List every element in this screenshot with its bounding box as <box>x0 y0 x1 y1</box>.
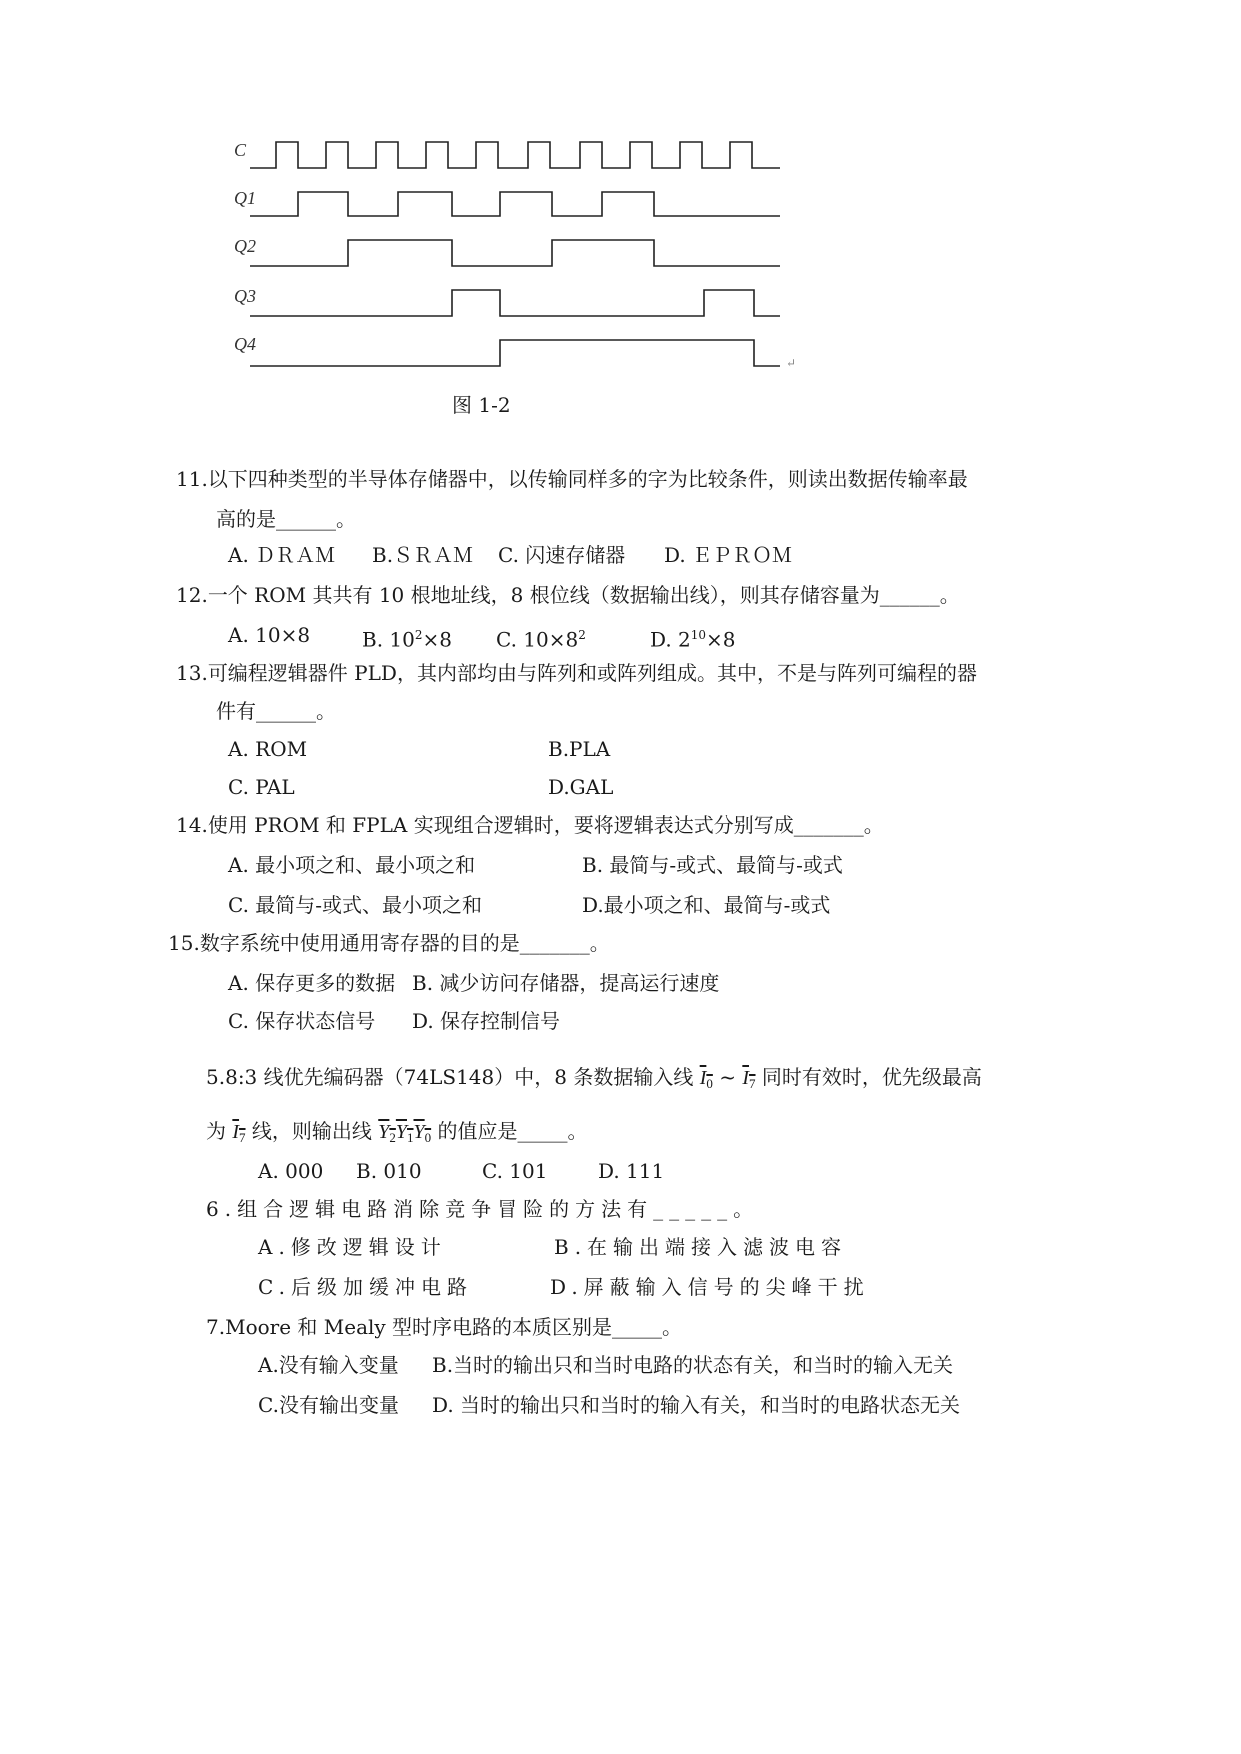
question-11-stem <box>176 466 968 492</box>
q6-option-a: A.修改逻辑设计 <box>258 1235 447 1259</box>
q15-option-a: A. 保存更多的数据 <box>228 971 396 995</box>
math-y2y1y0: $Y_2Y_1Y_0$ <box>378 1121 432 1145</box>
question-number: 5. <box>206 1065 226 1089</box>
question-text: 一个 ROM 其共有 10 根地址线，8 根位线（数据输出线），则其存储容量为______。 <box>207 583 960 607</box>
q6-option-d: D.屏蔽输入信号的尖峰干扰 <box>550 1275 870 1299</box>
q5-option-b: B. 010 <box>356 1159 422 1183</box>
timing-diagram <box>234 140 800 380</box>
q5-option-d: D. 111 <box>598 1159 665 1183</box>
q14-option-a: A. 最小项之和、最小项之和 <box>228 853 476 877</box>
waveform-q3 <box>250 290 780 316</box>
q7-option-c: C.没有输出变量 <box>258 1393 399 1417</box>
q7-option-a: A.没有输入变量 <box>258 1353 399 1377</box>
q12-option-c <box>496 622 586 653</box>
q15-option-b: B. 减少访问存储器，提高运行速度 <box>412 971 720 995</box>
question-5-stem <box>206 1064 982 1097</box>
q11-option-a: A. ＤＲＡＭ <box>228 543 336 567</box>
q7-option-b: B.当时的输出只和当时电路的状态有关，和当时的输入无关 <box>432 1353 954 1377</box>
signal-label-q2: Q2 <box>234 236 256 256</box>
q6-option-c: C.后级加缓冲电路 <box>258 1275 473 1299</box>
question-text: 线，则输出线 <box>251 1119 372 1143</box>
signal-label-q1: Q1 <box>234 188 256 208</box>
question-15-stem <box>168 930 610 956</box>
q12-option-a: A. 10×8 <box>228 623 311 647</box>
question-13-stem <box>176 660 977 686</box>
q11-option-d: D. ＥＰＲＯＭ <box>664 543 793 567</box>
question-text: 的值应是_____。 <box>437 1119 588 1143</box>
q14-option-b: B. 最简与-或式、最简与-或式 <box>582 853 843 877</box>
math-i0: $I_0$ <box>699 1067 713 1091</box>
question-11-stem-cont: 高的是______。 <box>216 507 356 531</box>
question-12-stem <box>176 582 960 608</box>
signal-label-q4: Q4 <box>234 334 256 354</box>
q15-option-d: D. 保存控制信号 <box>412 1009 561 1033</box>
option-text: C. 10×8 <box>496 627 579 652</box>
option-text: D. 2 <box>650 627 691 652</box>
question-number: 12. <box>176 583 208 607</box>
question-text-cont: 同时有效时，优先级最高 <box>761 1065 982 1089</box>
question-text: 组合逻辑电路消除竞争冒险的方法有_____。 <box>237 1197 760 1221</box>
option-tail: ×8 <box>422 627 452 652</box>
math-i7: $I_7$ <box>742 1067 756 1091</box>
q5-option-a: A. 000 <box>258 1159 324 1183</box>
question-text: Moore 和 Mealy 型时序电路的本质区别是_____。 <box>225 1315 683 1339</box>
question-number: 15. <box>168 931 200 955</box>
question-text: 为 <box>206 1119 226 1143</box>
question-14-stem <box>176 812 884 838</box>
question-7-stem <box>206 1314 682 1340</box>
option-sup: 2 <box>414 628 423 642</box>
question-number: 14. <box>176 813 208 837</box>
q11-option-c: C. 闪速存储器 <box>498 543 626 567</box>
q12-option-d <box>650 622 736 653</box>
q12-option-b <box>362 622 452 653</box>
question-number: 6. <box>206 1197 238 1221</box>
question-text: 以下四种类型的半导体存储器中，以传输同样多的字为比较条件，则读出数据传输率最 <box>207 467 968 491</box>
waveform-q4 <box>250 340 780 366</box>
q14-option-d: D.最小项之和、最简与-或式 <box>582 893 831 917</box>
question-text: 使用 PROM 和 FPLA 实现组合逻辑时，要将逻辑表达式分别写成_______。 <box>207 813 884 837</box>
return-mark: ↵ <box>786 356 797 370</box>
signal-label-c: C <box>234 140 247 160</box>
q6-option-b: B.在输出端接入滤波电容 <box>554 1235 848 1259</box>
signal-label-q3: Q3 <box>234 286 256 306</box>
question-5-stem-cont <box>206 1118 587 1151</box>
math-tilde: ~ <box>719 1065 736 1089</box>
q11-option-b: B.ＳＲＡＭ <box>372 543 474 567</box>
waveform-q1 <box>250 192 780 216</box>
question-text: 可编程逻辑器件 PLD，其内部均由与阵列和或阵列组成。其中，不是与阵列可编程的器 <box>207 661 977 685</box>
question-number: 13. <box>176 661 208 685</box>
q13-option-d: D.GAL <box>548 775 614 799</box>
question-6-stem <box>206 1196 759 1222</box>
q13-option-c: C. PAL <box>228 775 295 799</box>
waveform-c <box>250 142 780 168</box>
option-sup: 10 <box>690 628 707 642</box>
question-number: 7. <box>206 1315 226 1339</box>
math-i7-b: $I_7$ <box>232 1121 246 1145</box>
question-text: 8:3 线优先编码器（74LS148）中，8 条数据输入线 <box>225 1065 694 1089</box>
question-13-stem-cont: 件有______。 <box>216 699 336 723</box>
question-text: 数字系统中使用通用寄存器的目的是_______。 <box>199 931 610 955</box>
q13-option-b: B.PLA <box>548 737 611 761</box>
waveform-q2 <box>250 240 780 266</box>
figure-caption: 图 1-2 <box>452 393 511 417</box>
option-sup: 2 <box>578 628 586 642</box>
q15-option-c: C. 保存状态信号 <box>228 1009 376 1033</box>
option-tail: ×8 <box>706 627 736 652</box>
q14-option-c: C. 最简与-或式、最小项之和 <box>228 893 483 917</box>
q13-option-a: A. ROM <box>228 737 308 761</box>
question-number: 11. <box>176 467 208 491</box>
q7-option-d: D. 当时的输出只和当时的输入有关，和当时的电路状态无关 <box>432 1393 961 1417</box>
q5-option-c: C. 101 <box>482 1159 548 1183</box>
option-text: B. 10 <box>362 627 415 652</box>
